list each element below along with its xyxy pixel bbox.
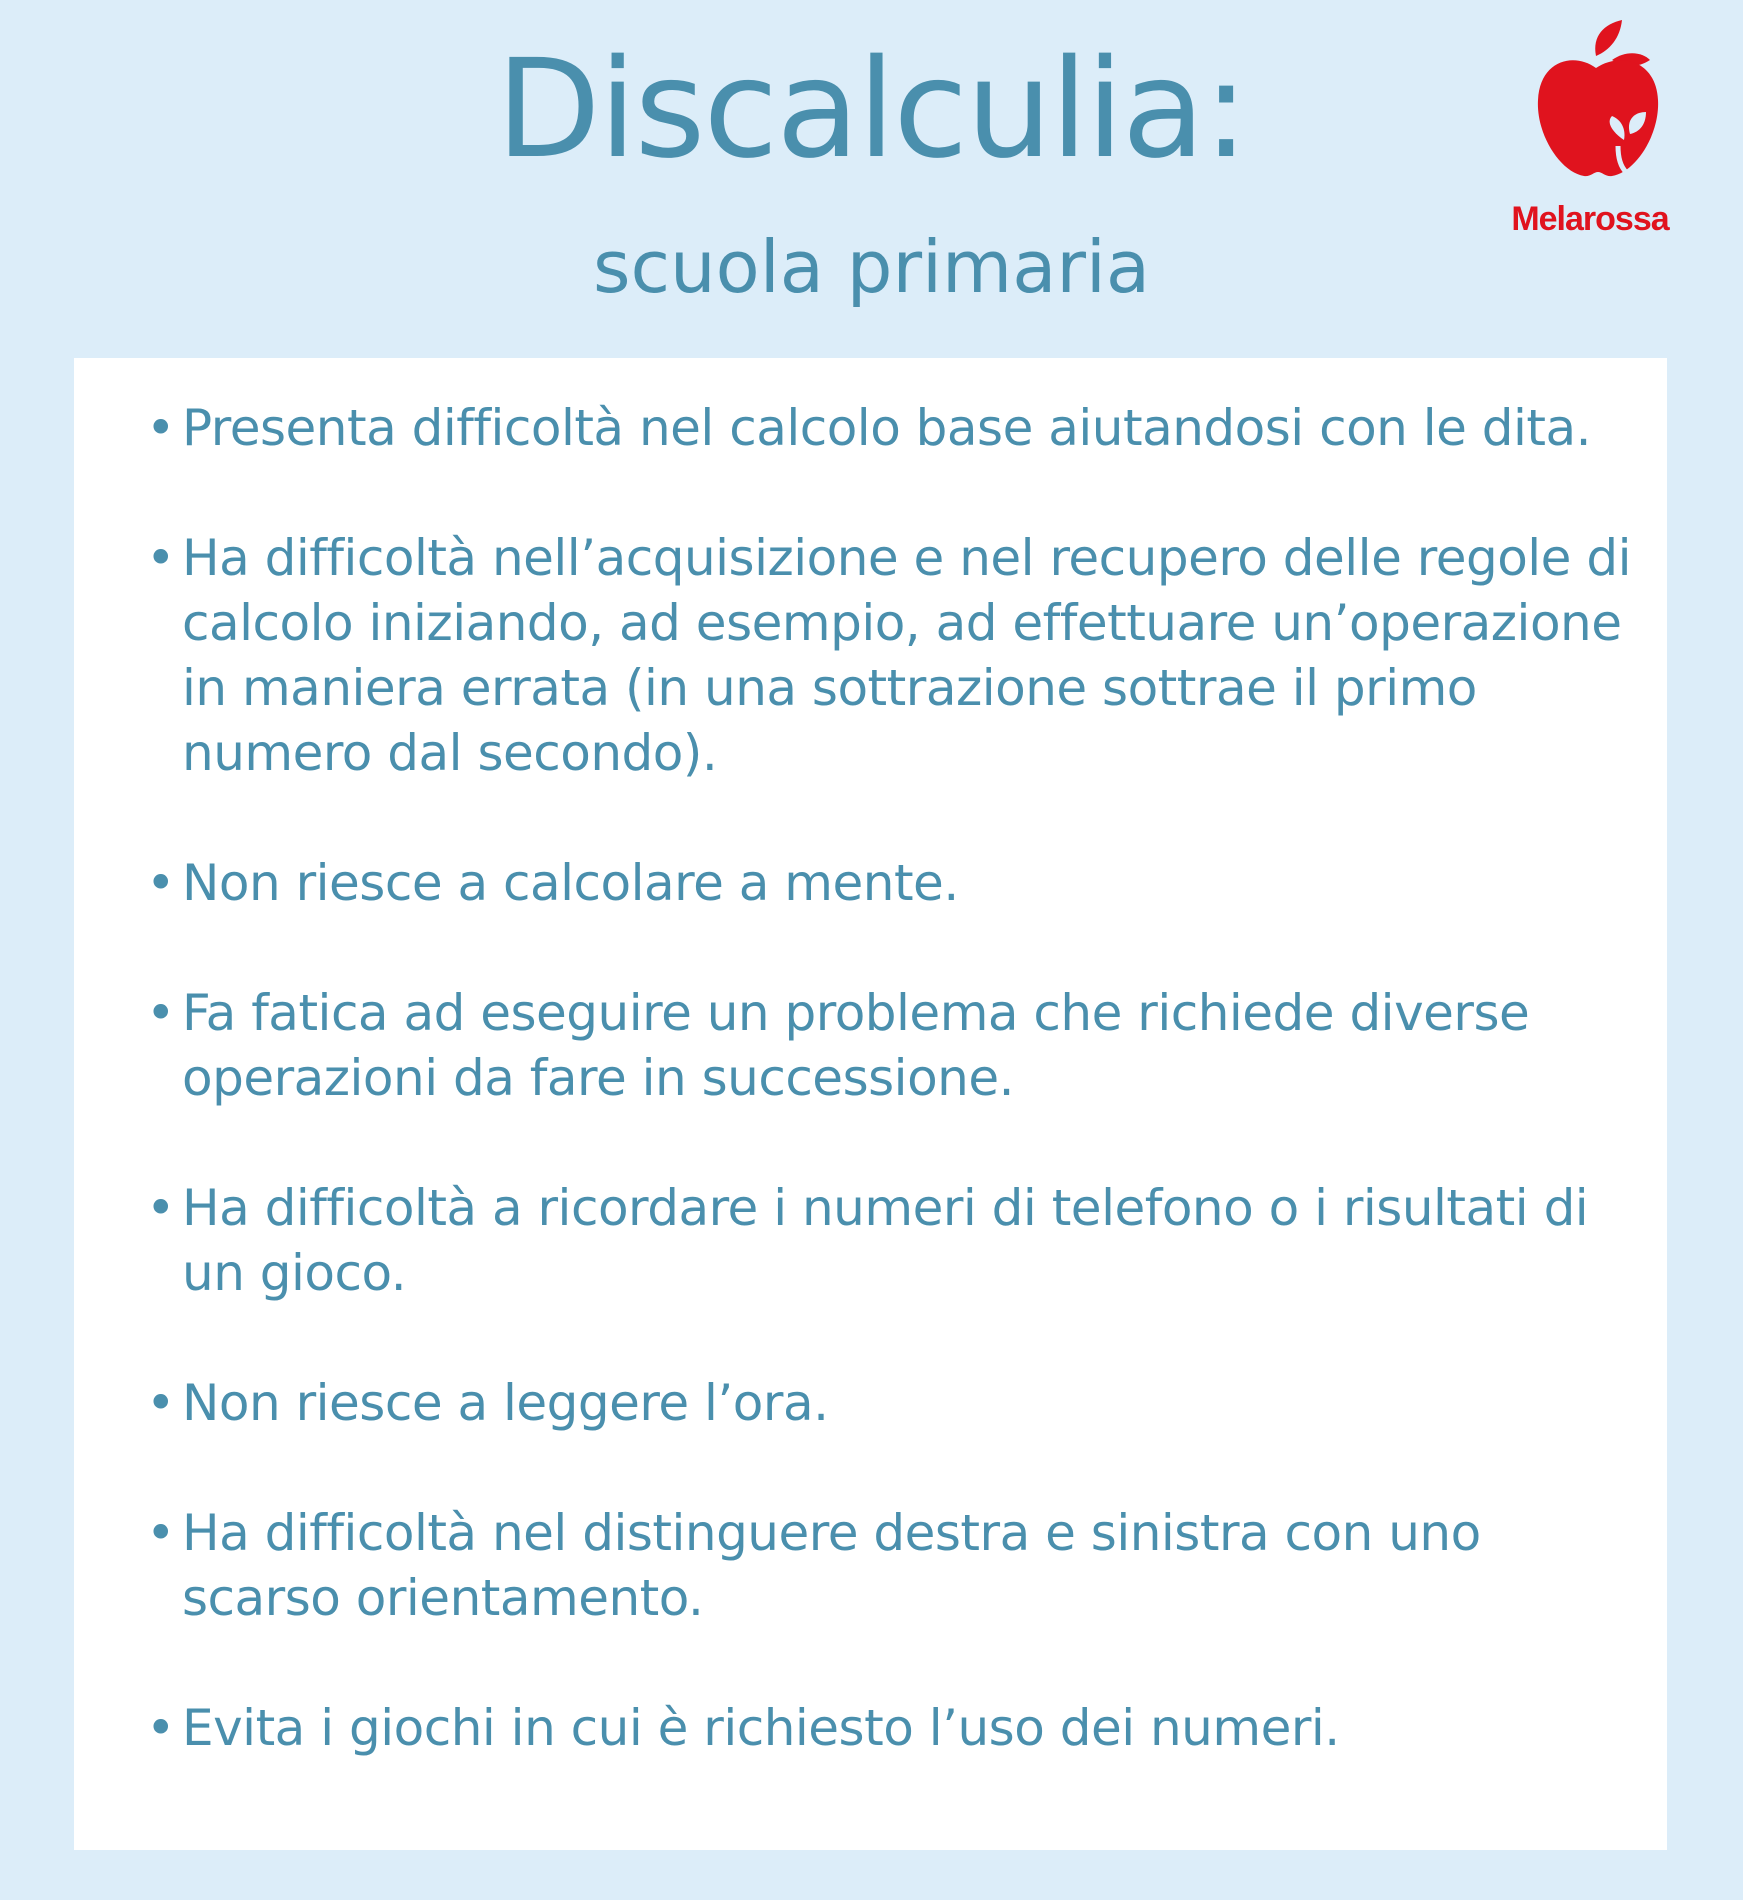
bullet-dot: • bbox=[146, 1699, 175, 1757]
melarossa-logo bbox=[1490, 16, 1710, 236]
content-card bbox=[74, 358, 1667, 1850]
list-item bbox=[146, 851, 1646, 916]
list-item-text: Non riesce a calcolare a mente. bbox=[182, 854, 959, 912]
page-subtitle: scuola primaria bbox=[592, 225, 1151, 309]
list-item bbox=[146, 1371, 1646, 1436]
list-item bbox=[146, 1501, 1646, 1631]
bullet-dot: • bbox=[146, 1179, 175, 1237]
bullet-dot: • bbox=[146, 854, 175, 912]
list-item bbox=[146, 526, 1646, 786]
list-item bbox=[146, 396, 1646, 461]
list-item bbox=[146, 1176, 1646, 1306]
bullet-list bbox=[146, 396, 1646, 1826]
list-item-text: Ha difficoltà a ricordare i numeri di telefono o i risultati di un gioco. bbox=[182, 1179, 1589, 1302]
bullet-dot: • bbox=[146, 399, 175, 457]
list-item-text: Presenta difficoltà nel calcolo base aiutandosi con le dita. bbox=[182, 399, 1592, 457]
list-item-text: Ha difficoltà nel distinguere destra e sinistra con uno scarso orientamento. bbox=[182, 1504, 1481, 1627]
list-item-text: Evita i giochi in cui è richiesto l’uso dei numeri. bbox=[182, 1699, 1340, 1757]
logo-wordmark: Melarossa bbox=[1511, 200, 1669, 238]
list-item-text: Non riesce a leggere l’ora. bbox=[182, 1374, 829, 1432]
bullet-dot: • bbox=[146, 984, 175, 1042]
bullet-dot: • bbox=[146, 529, 175, 587]
page-title: Discalculia: bbox=[496, 31, 1247, 189]
list-item-text: Ha difficoltà nell’acquisizione e nel recupero delle regole di calcolo iniziando, ad esempio, ad effettuare un’operazione in maniera errata (in una sottrazione sottrae il primo numero dal secondo). bbox=[182, 529, 1631, 782]
bullet-dot: • bbox=[146, 1504, 175, 1562]
apple-icon bbox=[1534, 16, 1664, 186]
list-item-text: Fa fatica ad eseguire un problema che richiede diverse operazioni da fare in successione. bbox=[182, 984, 1530, 1107]
bullet-dot: • bbox=[146, 1374, 175, 1432]
list-item bbox=[146, 1696, 1646, 1761]
list-item bbox=[146, 981, 1646, 1111]
